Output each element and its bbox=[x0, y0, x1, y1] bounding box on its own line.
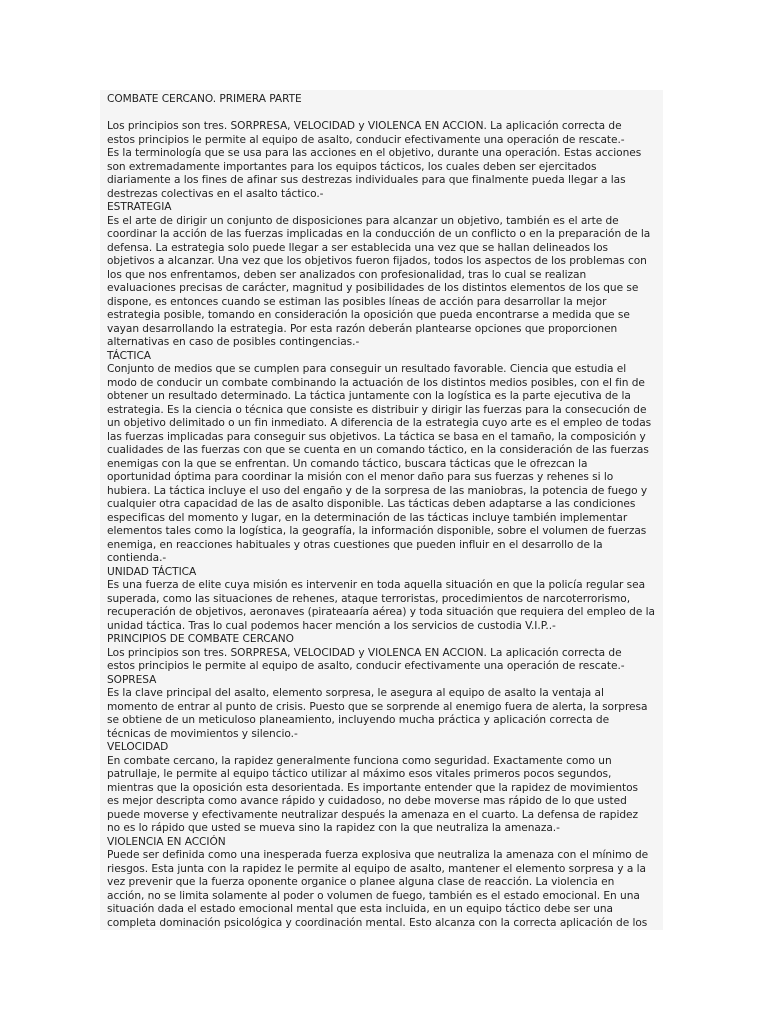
text-line: se obtiene de un meticuloso planeamiento, incluyendo mucha práctica y aplicación correcta de bbox=[107, 714, 610, 726]
text-line: modo de conducir un combate combinando la actuación de los distintos medios posibles, con el fin de bbox=[107, 376, 645, 389]
document-body bbox=[107, 120, 660, 930]
text-line: diariamente a los fines de afinar sus destrezas individuales para que finalmente pueda llegar a las bbox=[107, 174, 626, 186]
text-line: En combate cercano, la rapidez generalmente funciona como seguridad. Exactamente como un bbox=[107, 754, 612, 767]
text-line: contienda.- bbox=[107, 552, 167, 564]
text-line: superada, como las situaciones de rehenes, ataque terroristas, procedimientos de narcoterrorismo, bbox=[107, 592, 631, 605]
text-line: objetivos a alcanzar. Una vez que los objetivos fueron fijados, todos los aspectos de los problemas con bbox=[107, 255, 647, 267]
text-line: coordinar la acción de las fuerzas implicadas en la conducción de un conflicto o en la preparación de la bbox=[107, 228, 651, 240]
document-page bbox=[100, 90, 663, 930]
section-heading: ESTRATEGIA bbox=[107, 201, 172, 213]
text-line: patrullaje, le permite al equipo táctico utilizar al máximo esos vitales primeros pocos segundos, bbox=[107, 768, 612, 780]
text-line: acción, no se limita solamente al poder o volumen de fuego, también es el estado emocional. En una bbox=[107, 889, 640, 902]
section-heading: PRINCIPIOS DE COMBATE CERCANO bbox=[107, 633, 294, 645]
text-line: estrategia. Es la ciencia o técnica que consiste es distribuir y dirigir las fuerzas para la consecución de bbox=[107, 403, 647, 416]
text-line: Es la terminología que se usa para las acciones en el objetivo, durante una operación. Estas acciones bbox=[107, 147, 642, 159]
text-line: Es la clave principal del asalto, elemento sorpresa, le asegura al equipo de asalto la ventaja al bbox=[107, 687, 604, 699]
paragraph bbox=[107, 755, 660, 836]
text-line: Es el arte de dirigir un conjunto de disposiciones para alcanzar un objetivo, también es el arte de bbox=[107, 214, 619, 227]
section-heading: TÁCTICA bbox=[107, 349, 151, 362]
text-line: técnicas de movimientos y silencio.- bbox=[107, 727, 298, 740]
text-line: oportunidad óptima para coordinar la misión con el menor daño para sus fuerzas y rehenes si lo bbox=[107, 471, 614, 483]
text-line: vez prevenir que la fuerza oponente organice o planee alguna clase de reacción. La violencia en bbox=[107, 876, 615, 888]
text-line: las fuerzas implicadas para conseguir sus objetivos. La táctica se basa en el tamaño, la composición y bbox=[107, 430, 646, 443]
text-line: alternativas en caso de posibles contingencias.- bbox=[107, 336, 360, 348]
text-line: dispone, es entonces cuando se estiman las posibles líneas de acción para desarrollar la mejor bbox=[107, 295, 607, 308]
text-line: riesgos. Esta junta con la rapidez le permite al equipo de asalto, mantener el elemento sorpresa y a la bbox=[107, 862, 646, 875]
paragraph bbox=[107, 120, 660, 201]
text-line: estos principios le permite al equipo de asalto, conducir efectivamente una operación de rescate.- bbox=[107, 133, 625, 146]
paragraph bbox=[107, 687, 660, 741]
text-line: cualidades de las fuerzas con que se cuenta en un comando táctico, en la consideración de las fuerzas bbox=[107, 444, 649, 456]
text-line: evaluaciones precisas de carácter, magnitud y posibilidades de los distintos elementos de los que se bbox=[107, 282, 639, 294]
text-line: vayan desarrollando la estrategia. Por esta razón deberán plantearse opciones que proporcionen bbox=[107, 322, 618, 335]
text-line: especificas del momento y lugar, en la determinación de las tácticas incluye también implementar bbox=[107, 511, 628, 524]
text-line: destrezas colectivas en el asalto táctico.- bbox=[107, 187, 324, 200]
document-content bbox=[107, 93, 660, 930]
text-line: no es lo rápido que usted se mueva sino la rapidez con la que neutraliza la amenaza.- bbox=[107, 822, 560, 834]
text-line: momento de entrar al punto de crisis. Puesto que se sorprende al enemigo fuera de alerta, la sorpresa bbox=[107, 700, 648, 713]
text-line: enemigas con la que se enfrentan. Un comando táctico, buscara tácticas que le ofrezcan la bbox=[107, 457, 588, 470]
text-line: cualquier otra capacidad de las de asalto disponible. Las tácticas deben adaptarse a las condiciones bbox=[107, 498, 636, 510]
text-line: situación dada el estado emocional mental que esta incluida, en un equipo táctico debe ser una bbox=[107, 903, 613, 915]
paragraph bbox=[107, 215, 660, 350]
text-line: recuperación de objetivos, aeronaves (pirateaaría aérea) y toda situación que requiera del empleo de la bbox=[107, 606, 655, 618]
text-line: hubiera. La táctica incluye el uso del engaño y de la sorpresa de las maniobras, la potencia de fuego y bbox=[107, 484, 648, 497]
text-line: mientras que la oposición esta desorientada. Es importante entender que la rapidez de movimientos bbox=[107, 781, 639, 794]
paragraph bbox=[107, 849, 660, 930]
text-line: los que nos enfrentamos, deben ser analizados con profesionalidad, tras lo cual se realizan bbox=[107, 268, 587, 281]
text-line: Los principios son tres. SORPRESA, VELOCIDAD y VIOLENCA EN ACCION. La aplicación correcta de bbox=[107, 120, 622, 132]
section-heading: UNIDAD TÁCTICA bbox=[107, 565, 197, 578]
section-heading: VIOLENCIA EN ACCIÓN bbox=[107, 835, 226, 848]
text-line: un objetivo delimitado o un fin inmediato. A diferencia de la estrategia cuyo arte es el empleo de todas bbox=[107, 417, 652, 429]
text-line: obtener un resultado determinado. La táctica juntamente con la logística es la parte ejecutiva de la bbox=[107, 390, 631, 402]
text-line: enemiga, en reacciones habituales y otras cuestiones que pueden influir en el desarrollo de la bbox=[107, 538, 603, 551]
text-line: puede moverse y efectivamente neutralizar después la amenaza en el cuarto. La defensa de rapidez bbox=[107, 808, 639, 821]
text-line: Es una fuerza de elite cuya misión es intervenir en toda aquella situación en que la policía regular sea bbox=[107, 579, 646, 591]
text-line: es mejor descripta como avance rápido y cuidadoso, no debe moverse mas rápido de lo que usted bbox=[107, 795, 627, 807]
text-line: Los principios son tres. SORPRESA, VELOCIDAD y VIOLENCA EN ACCION. La aplicación correcta de bbox=[107, 646, 622, 659]
text-line: estos principios le permite al equipo de asalto, conducir efectivamente una operación de rescate.- bbox=[107, 660, 625, 672]
text-line: unidad táctica. Tras lo cual podemos hacer mención a los servicios de custodia V.I.P..- bbox=[107, 619, 556, 632]
text-line: defensa. La estrategia solo puede llegar a ser establecida una vez que se hallan delineados los bbox=[107, 241, 609, 254]
text-line: son extremadamente importantes para los equipos tácticos, los cuales deben ser ejercitados bbox=[107, 160, 597, 173]
paragraph bbox=[107, 579, 660, 633]
document-title: COMBATE CERCANO. PRIMERA PARTE bbox=[107, 93, 302, 105]
text-line: estrategia posible, tomando en consideración la oposición que pueda encontrarse a medida que se bbox=[107, 309, 630, 321]
text-line: elementos tales como la logística, la geografía, la información disponible, sobre el volumen de fuerzas bbox=[107, 525, 647, 537]
section-heading: SOPRESA bbox=[107, 673, 157, 686]
text-line: Puede ser definida como una inesperada fuerza explosiva que neutraliza la amenaza con el mínimo de bbox=[107, 849, 649, 861]
paragraph bbox=[107, 647, 660, 674]
section-heading: VELOCIDAD bbox=[107, 741, 169, 753]
paragraph bbox=[107, 363, 660, 566]
text-line: completa dominación psicológica y coordinación mental. Esto alcanza con la correcta aplicación de los bbox=[107, 916, 648, 929]
text-line: Conjunto de medios que se cumplen para conseguir un resultado favorable. Ciencia que estudia el bbox=[107, 363, 627, 375]
